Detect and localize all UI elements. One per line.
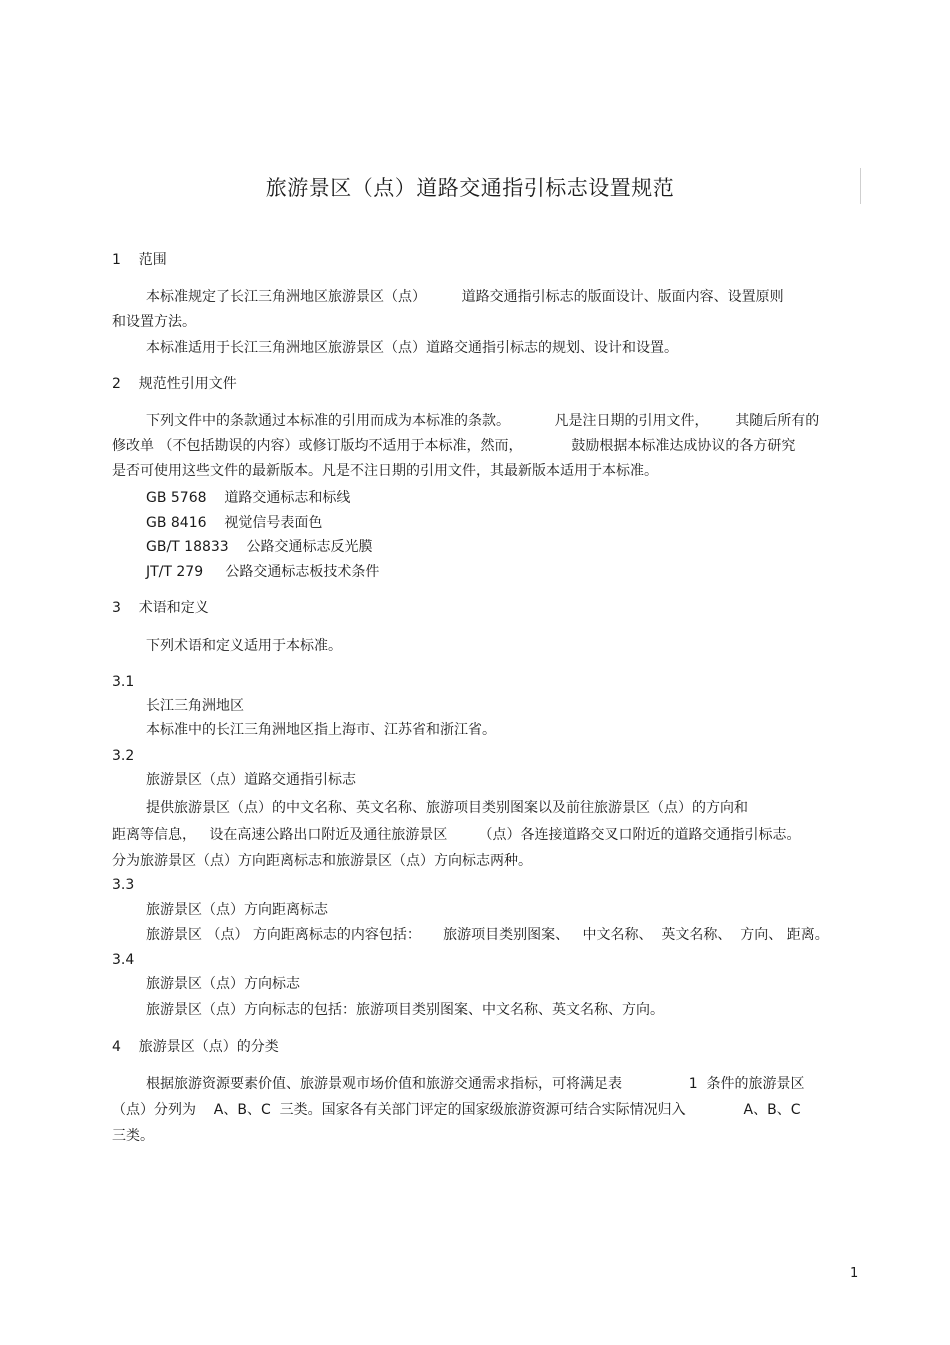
section-2-para-line1: 下列文件中的条款通过本标准的引用而成为本标准的条款。 凡是注日期的引用文件， 其随后所有的 xyxy=(146,413,820,429)
reference-item: JT/T 279 公路交通标志板技术条件 xyxy=(146,564,380,580)
section-1-para1-line1: 本标准规定了长江三角洲地区旅游景区（点） 道路交通指引标志的版面设计、版面内容、设置原则 xyxy=(146,289,784,305)
section-1-heading: 1 范围 xyxy=(112,252,167,268)
document-title: 旅游景区（点）道路交通指引标志设置规范 xyxy=(265,176,675,200)
term-3-4-number: 3.4 xyxy=(112,952,135,968)
section-2-para-line3: 是否可使用这些文件的最新版本。凡是不注日期的引用文件，其最新版本适用于本标准。 xyxy=(112,463,658,479)
section-1-para1-line2: 和设置方法。 xyxy=(112,314,196,330)
section-3-heading: 3 术语和定义 xyxy=(112,600,209,616)
term-3-3-name: 旅游景区（点）方向距离标志 xyxy=(146,902,328,918)
term-3-1-number: 3.1 xyxy=(112,674,135,690)
section-4-para-line2: （点）分列为 A、B、C 三类。国家各有关部门评定的国家级旅游资源可结合实际情况归入 A、B、C xyxy=(112,1102,801,1118)
term-3-2-number: 3.2 xyxy=(112,748,135,764)
section-2-para-line2: 修改单 （不包括勘误的内容）或修订版均不适用于本标准，然而， 鼓励根据本标准达成协议的各方研究 xyxy=(112,438,796,454)
page-number: 1 xyxy=(850,1266,859,1281)
term-3-3-number: 3.3 xyxy=(112,877,135,893)
term-3-1-definition: 本标准中的长江三角洲地区指上海市、江苏省和浙江省。 xyxy=(146,722,496,738)
term-3-3-definition: 旅游景区 （点） 方向距离标志的内容包括： 旅游项目类别图案、 中文名称、 英文名称、 方向、 距离。 xyxy=(146,927,829,943)
reference-item: GB 5768 道路交通标志和标线 xyxy=(146,490,351,506)
section-2-heading: 2 规范性引用文件 xyxy=(112,376,237,392)
term-3-2-definition-line2: 距离等信息， 设在高速公路出口附近及通往旅游景区 （点）各连接道路交叉口附近的道路交通指引标志。 xyxy=(112,827,801,843)
section-4-para-line1: 根据旅游资源要素价值、旅游景观市场价值和旅游交通需求指标，可将满足表 1 条件的旅游景区 xyxy=(146,1076,805,1092)
section-4-para-line3: 三类。 xyxy=(112,1128,154,1144)
term-3-4-definition: 旅游景区（点）方向标志的包括：旅游项目类别图案、中文名称、英文名称、方向。 xyxy=(146,1002,664,1018)
term-3-2-name: 旅游景区（点）道路交通指引标志 xyxy=(146,772,356,788)
term-3-2-definition-line3: 分为旅游景区（点）方向距离标志和旅游景区（点）方向标志两种。 xyxy=(112,853,532,869)
section-3-intro: 下列术语和定义适用于本标准。 xyxy=(146,638,342,654)
reference-item: GB/T 18833 公路交通标志反光膜 xyxy=(146,539,373,555)
term-3-1-name: 长江三角洲地区 xyxy=(146,698,244,714)
term-3-2-definition-line1: 提供旅游景区（点）的中文名称、英文名称、旅游项目类别图案以及前往旅游景区（点）的方向和 xyxy=(146,800,748,816)
section-4-heading: 4 旅游景区（点）的分类 xyxy=(112,1039,279,1055)
reference-item: GB 8416 视觉信号表面色 xyxy=(146,515,323,531)
term-3-4-name: 旅游景区（点）方向标志 xyxy=(146,976,300,992)
section-1-para2: 本标准适用于长江三角洲地区旅游景区（点）道路交通指引标志的规划、设计和设置。 xyxy=(146,340,678,356)
